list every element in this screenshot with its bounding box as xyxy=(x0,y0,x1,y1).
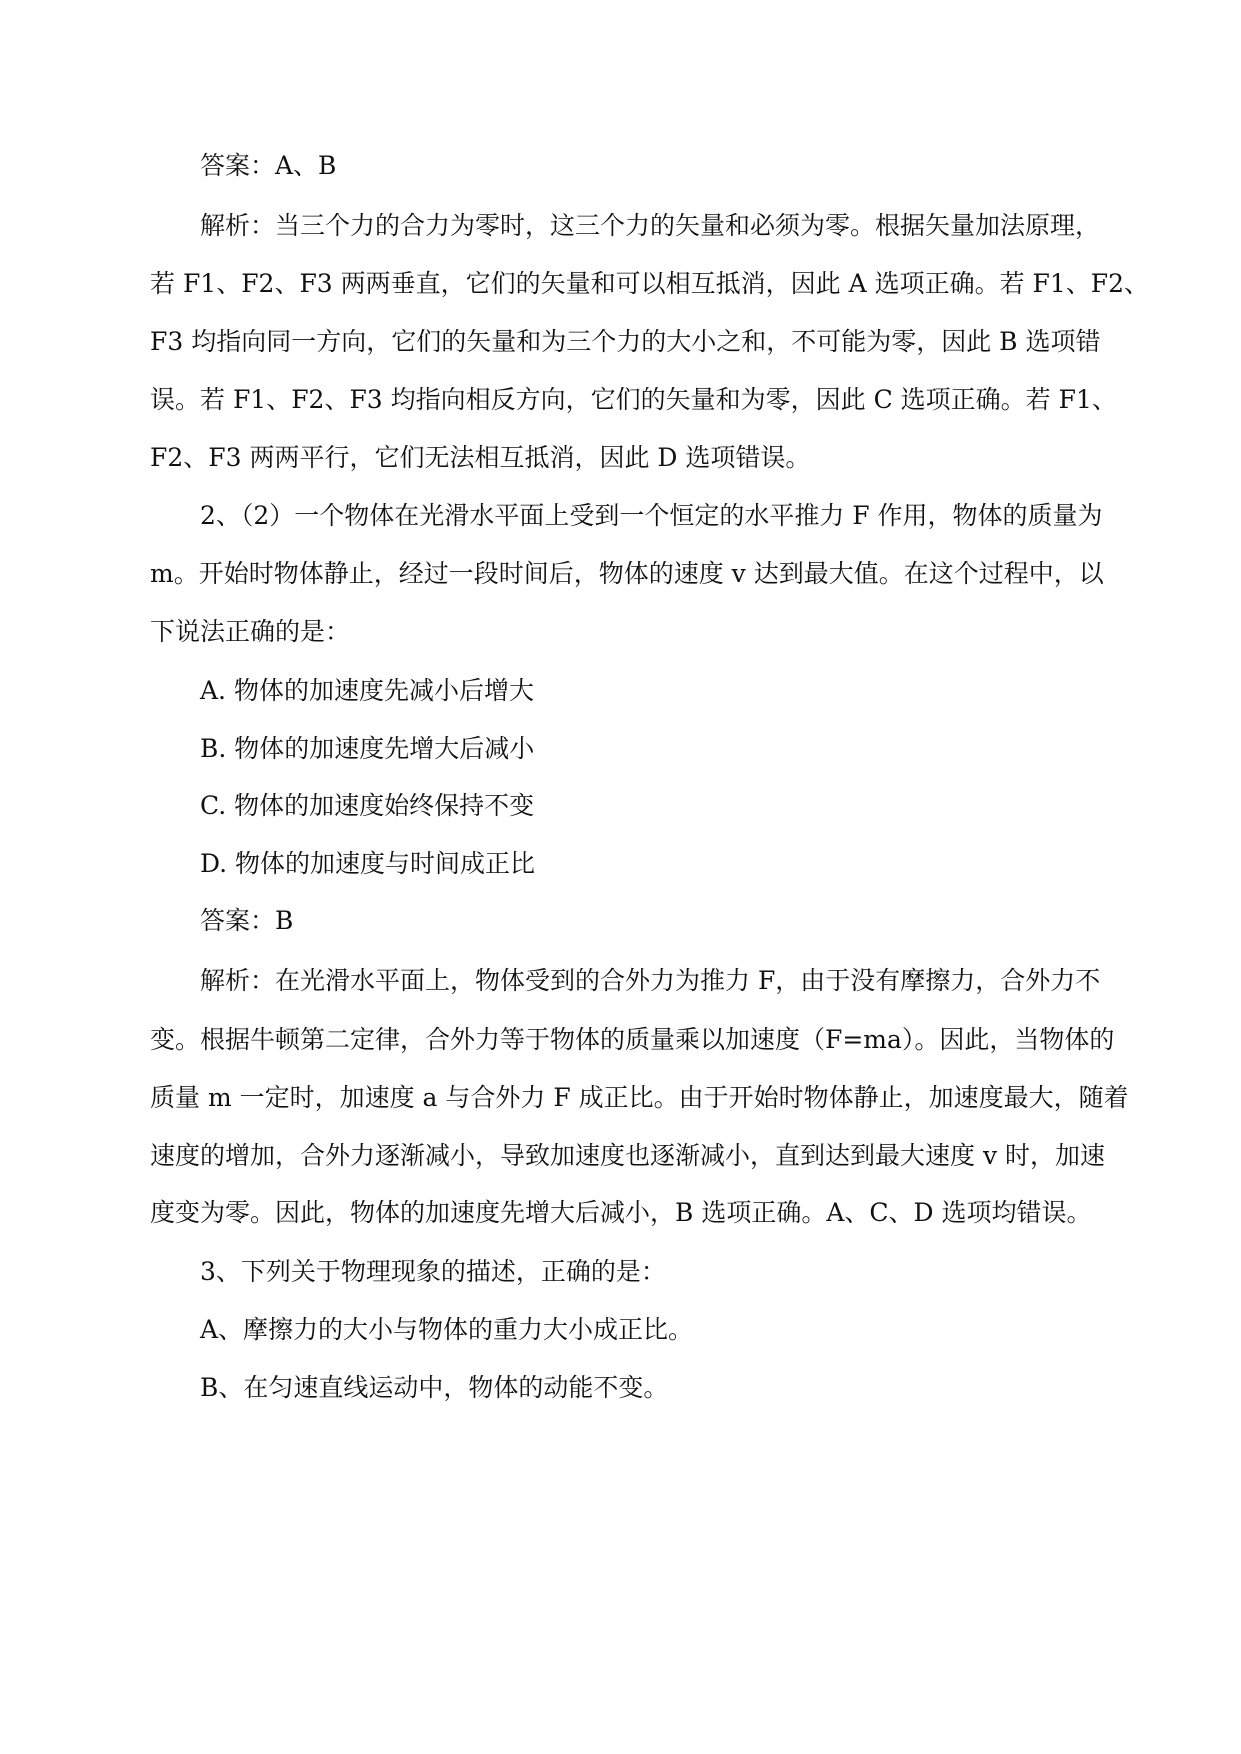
paragraph-line: F2、F3 两两平行，它们无法相互抵消，因此 D 选项错误。 xyxy=(150,443,811,472)
option-b: B. 物体的加速度先增大后减小 xyxy=(200,734,535,763)
option-d: D. 物体的加速度与时间成正比 xyxy=(200,849,536,878)
paragraph-line: F3 均指向同一方向，它们的矢量和为三个力的大小之和，不可能为零，因此 B 选项错 xyxy=(150,327,1101,356)
paragraph-line: 速度的增加，合外力逐渐减小，导致加速度也逐渐减小，直到达到最大速度 v 时，加速 xyxy=(150,1141,1106,1170)
paragraph-line: 若 F1、F2、F3 两两垂直，它们的矢量和可以相互抵消，因此 A 选项正确。若 F1、F2、 xyxy=(150,269,1150,298)
option-b: B、在匀速直线运动中，物体的动能不变。 xyxy=(200,1373,669,1402)
answer-line: 答案：B xyxy=(200,906,294,935)
option-a: A、摩擦力的大小与物体的重力大小成正比。 xyxy=(200,1315,694,1344)
question-line: 下说法正确的是： xyxy=(150,617,351,646)
paragraph-line: 解析：当三个力的合力为零时，这三个力的矢量和必须为零。根据矢量加法原理， xyxy=(200,211,1101,240)
question-line: 3、下列关于物理现象的描述，正确的是： xyxy=(200,1257,666,1286)
paragraph-line: 度变为零。因此，物体的加速度先增大后减小，B 选项正确。A、C、D 选项均错误。 xyxy=(150,1198,1092,1227)
option-c: C. 物体的加速度始终保持不变 xyxy=(200,791,535,820)
option-a: A. 物体的加速度先减小后增大 xyxy=(200,676,534,705)
answer-line: 答案：A、B xyxy=(200,151,337,180)
paragraph-line: 误。若 F1、F2、F3 均指向相反方向，它们的矢量和为零，因此 C 选项正确。若 F1、 xyxy=(150,385,1117,414)
paragraph-line: 变。根据牛顿第二定律，合外力等于物体的质量乘以加速度（F=ma）。因此，当物体的 xyxy=(150,1025,1115,1054)
question-line: m。开始时物体静止，经过一段时间后，物体的速度 v 达到最大值。在这个过程中，以 xyxy=(150,559,1104,588)
paragraph-line: 质量 m 一定时，加速度 a 与合外力 F 成正比。由于开始时物体静止，加速度最大，随着 xyxy=(150,1083,1129,1112)
question-line: 2、（2）一个物体在光滑水平面上受到一个恒定的水平推力 F 作用，物体的质量为 xyxy=(200,501,1103,530)
paragraph-line: 解析：在光滑水平面上，物体受到的合外力为推力 F，由于没有摩擦力，合外力不 xyxy=(200,966,1101,995)
